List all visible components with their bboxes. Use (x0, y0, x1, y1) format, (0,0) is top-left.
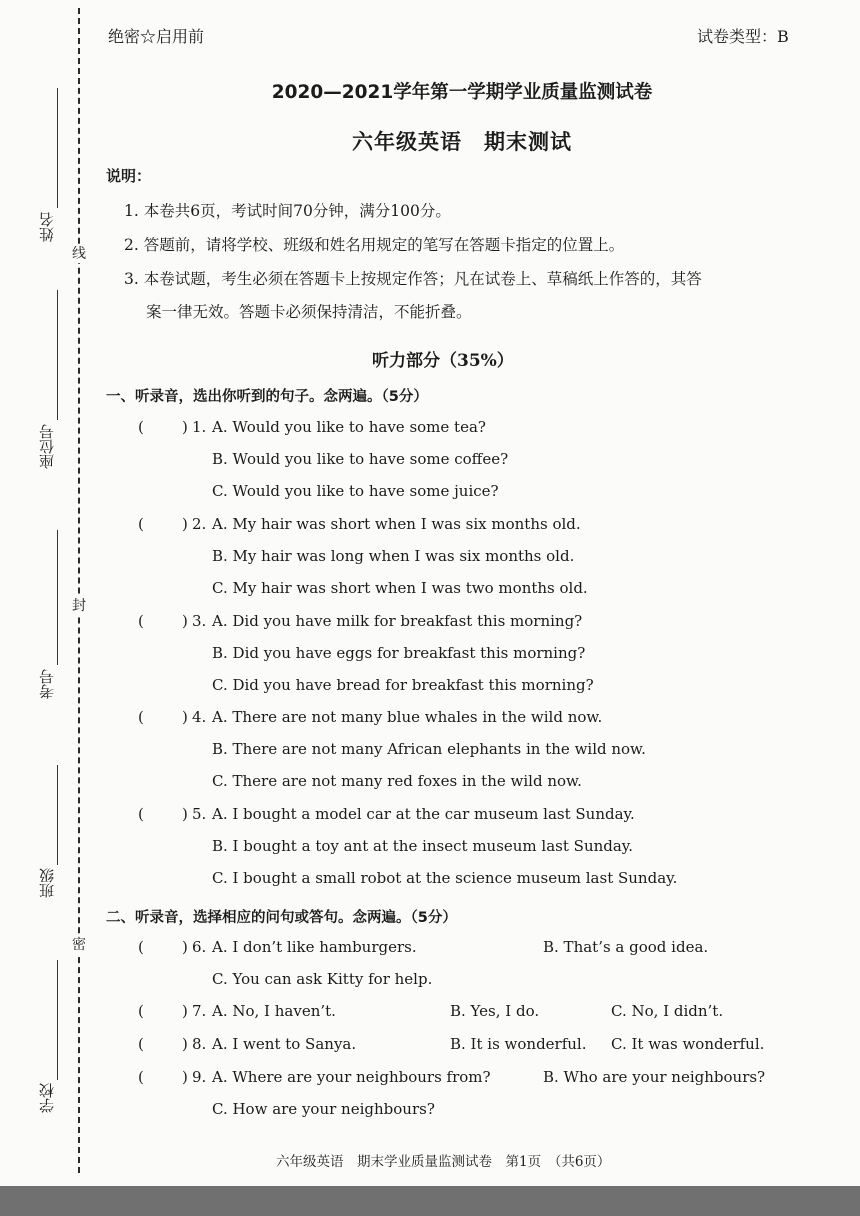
option-a: A. I don’t like hamburgers. (212, 938, 417, 956)
seat-blank-line (57, 290, 58, 420)
question-number: 6. (192, 938, 207, 956)
option-a: A. My hair was short when I was six months old. (212, 515, 581, 533)
class-field (36, 868, 60, 898)
name-field (36, 212, 60, 242)
question-number: 4. (192, 708, 207, 726)
page-footer: 六年级英语 期末学业质量监测试卷 第1页 （共6页） (276, 1154, 611, 1170)
name-field-label: 姓名 (38, 212, 56, 242)
exam-number-label: 考号 (38, 669, 56, 699)
note-item: 1. 本卷共6页，考试时间70分钟，满分100分。 (124, 202, 451, 220)
option-a: A. Where are your neighbours from? (212, 1068, 491, 1086)
option-c: C. It was wonderful. (611, 1035, 765, 1053)
option-a: A. Did you have milk for breakfast this morning? (212, 612, 583, 630)
option-b: B. Yes, I do. (450, 1002, 540, 1020)
name-blank-line (57, 88, 58, 208)
option-c: C. You can ask Kitty for help. (212, 970, 433, 988)
question-number: 9. (192, 1068, 207, 1086)
school-field-label: 学校 (38, 1083, 56, 1113)
option-b: B. It is wonderful. (450, 1035, 587, 1053)
option-c: C. I bought a small robot at the science museum last Sunday. (212, 869, 678, 887)
option-c: C. Would you like to have some juice? (212, 482, 499, 500)
question-number: 2. (192, 515, 207, 533)
note-item: 案一律无效。答题卡必须保持清洁，不能折叠。 (146, 303, 472, 321)
option-c: C. No, I didn’t. (611, 1002, 724, 1020)
option-b: B. That’s a good idea. (543, 938, 709, 956)
option-b: B. I bought a toy ant at the insect museum last Sunday. (212, 837, 634, 855)
part1-heading: 一、听录音，选出你听到的句子。念两遍。（5分） (106, 389, 428, 405)
school-field (36, 1083, 60, 1113)
question-number: 5. (192, 805, 207, 823)
option-c: C. How are your neighbours? (212, 1100, 435, 1118)
option-a: A. I bought a model car at the car museum last Sunday. (212, 805, 635, 823)
seat-number-label: 座位号 (38, 424, 56, 469)
question-number: 1. (192, 418, 207, 436)
question-number: 3. (192, 612, 207, 630)
scan-edge-shadow (0, 1186, 860, 1216)
binding-word-line: 线 (72, 246, 86, 262)
option-a: A. Would you like to have some tea? (212, 418, 486, 436)
binding-dashed-line (78, 8, 80, 1173)
listening-section-title: 听力部分（35%） (372, 351, 514, 371)
option-c: C. My hair was short when I was two months old. (212, 579, 588, 597)
option-c: C. There are not many red foxes in the wild now. (212, 772, 582, 790)
question-number: 8. (192, 1035, 207, 1053)
class-blank-line (57, 765, 58, 865)
option-b: B. There are not many African elephants in the wild now. (212, 740, 646, 758)
option-b: B. My hair was long when I was six months old. (212, 547, 575, 565)
exam-number-field (36, 669, 60, 699)
notes-label: 说明： (106, 167, 152, 185)
seat-number-field (36, 424, 60, 469)
option-a: A. No, I haven’t. (212, 1002, 336, 1020)
option-b: B. Did you have eggs for breakfast this morning? (212, 644, 586, 662)
note-item: 2. 答题前，请将学校、班级和姓名用规定的笔写在答题卡指定的位置上。 (124, 236, 625, 254)
exam-title: 2020—2021学年第一学期学业质量监测试卷 (271, 82, 653, 103)
option-b: B. Who are your neighbours? (543, 1068, 766, 1086)
part2-heading: 二、听录音，选择相应的问句或答句。念两遍。（5分） (106, 910, 457, 926)
option-a: A. There are not many blue whales in the wild now. (212, 708, 603, 726)
paper-type: 试卷类型：B (697, 27, 789, 46)
confidential-mark: 绝密☆启用前 (108, 27, 205, 46)
binding-word-secret: 密 (72, 937, 86, 953)
option-c: C. Did you have bread for breakfast this morning? (212, 676, 594, 694)
binding-word-seal: 封 (72, 598, 86, 614)
class-field-label: 班级 (38, 868, 56, 898)
exam-number-blank-line (57, 530, 58, 665)
exam-subtitle: 六年级英语 期末测试 (352, 130, 572, 154)
note-item: 3. 本卷试题，考生必须在答题卡上按规定作答；凡在试卷上、草稿纸上作答的，其答 (124, 270, 702, 288)
question-number: 7. (192, 1002, 207, 1020)
option-a: A. I went to Sanya. (212, 1035, 357, 1053)
option-b: B. Would you like to have some coffee? (212, 450, 509, 468)
school-blank-line (57, 960, 58, 1080)
